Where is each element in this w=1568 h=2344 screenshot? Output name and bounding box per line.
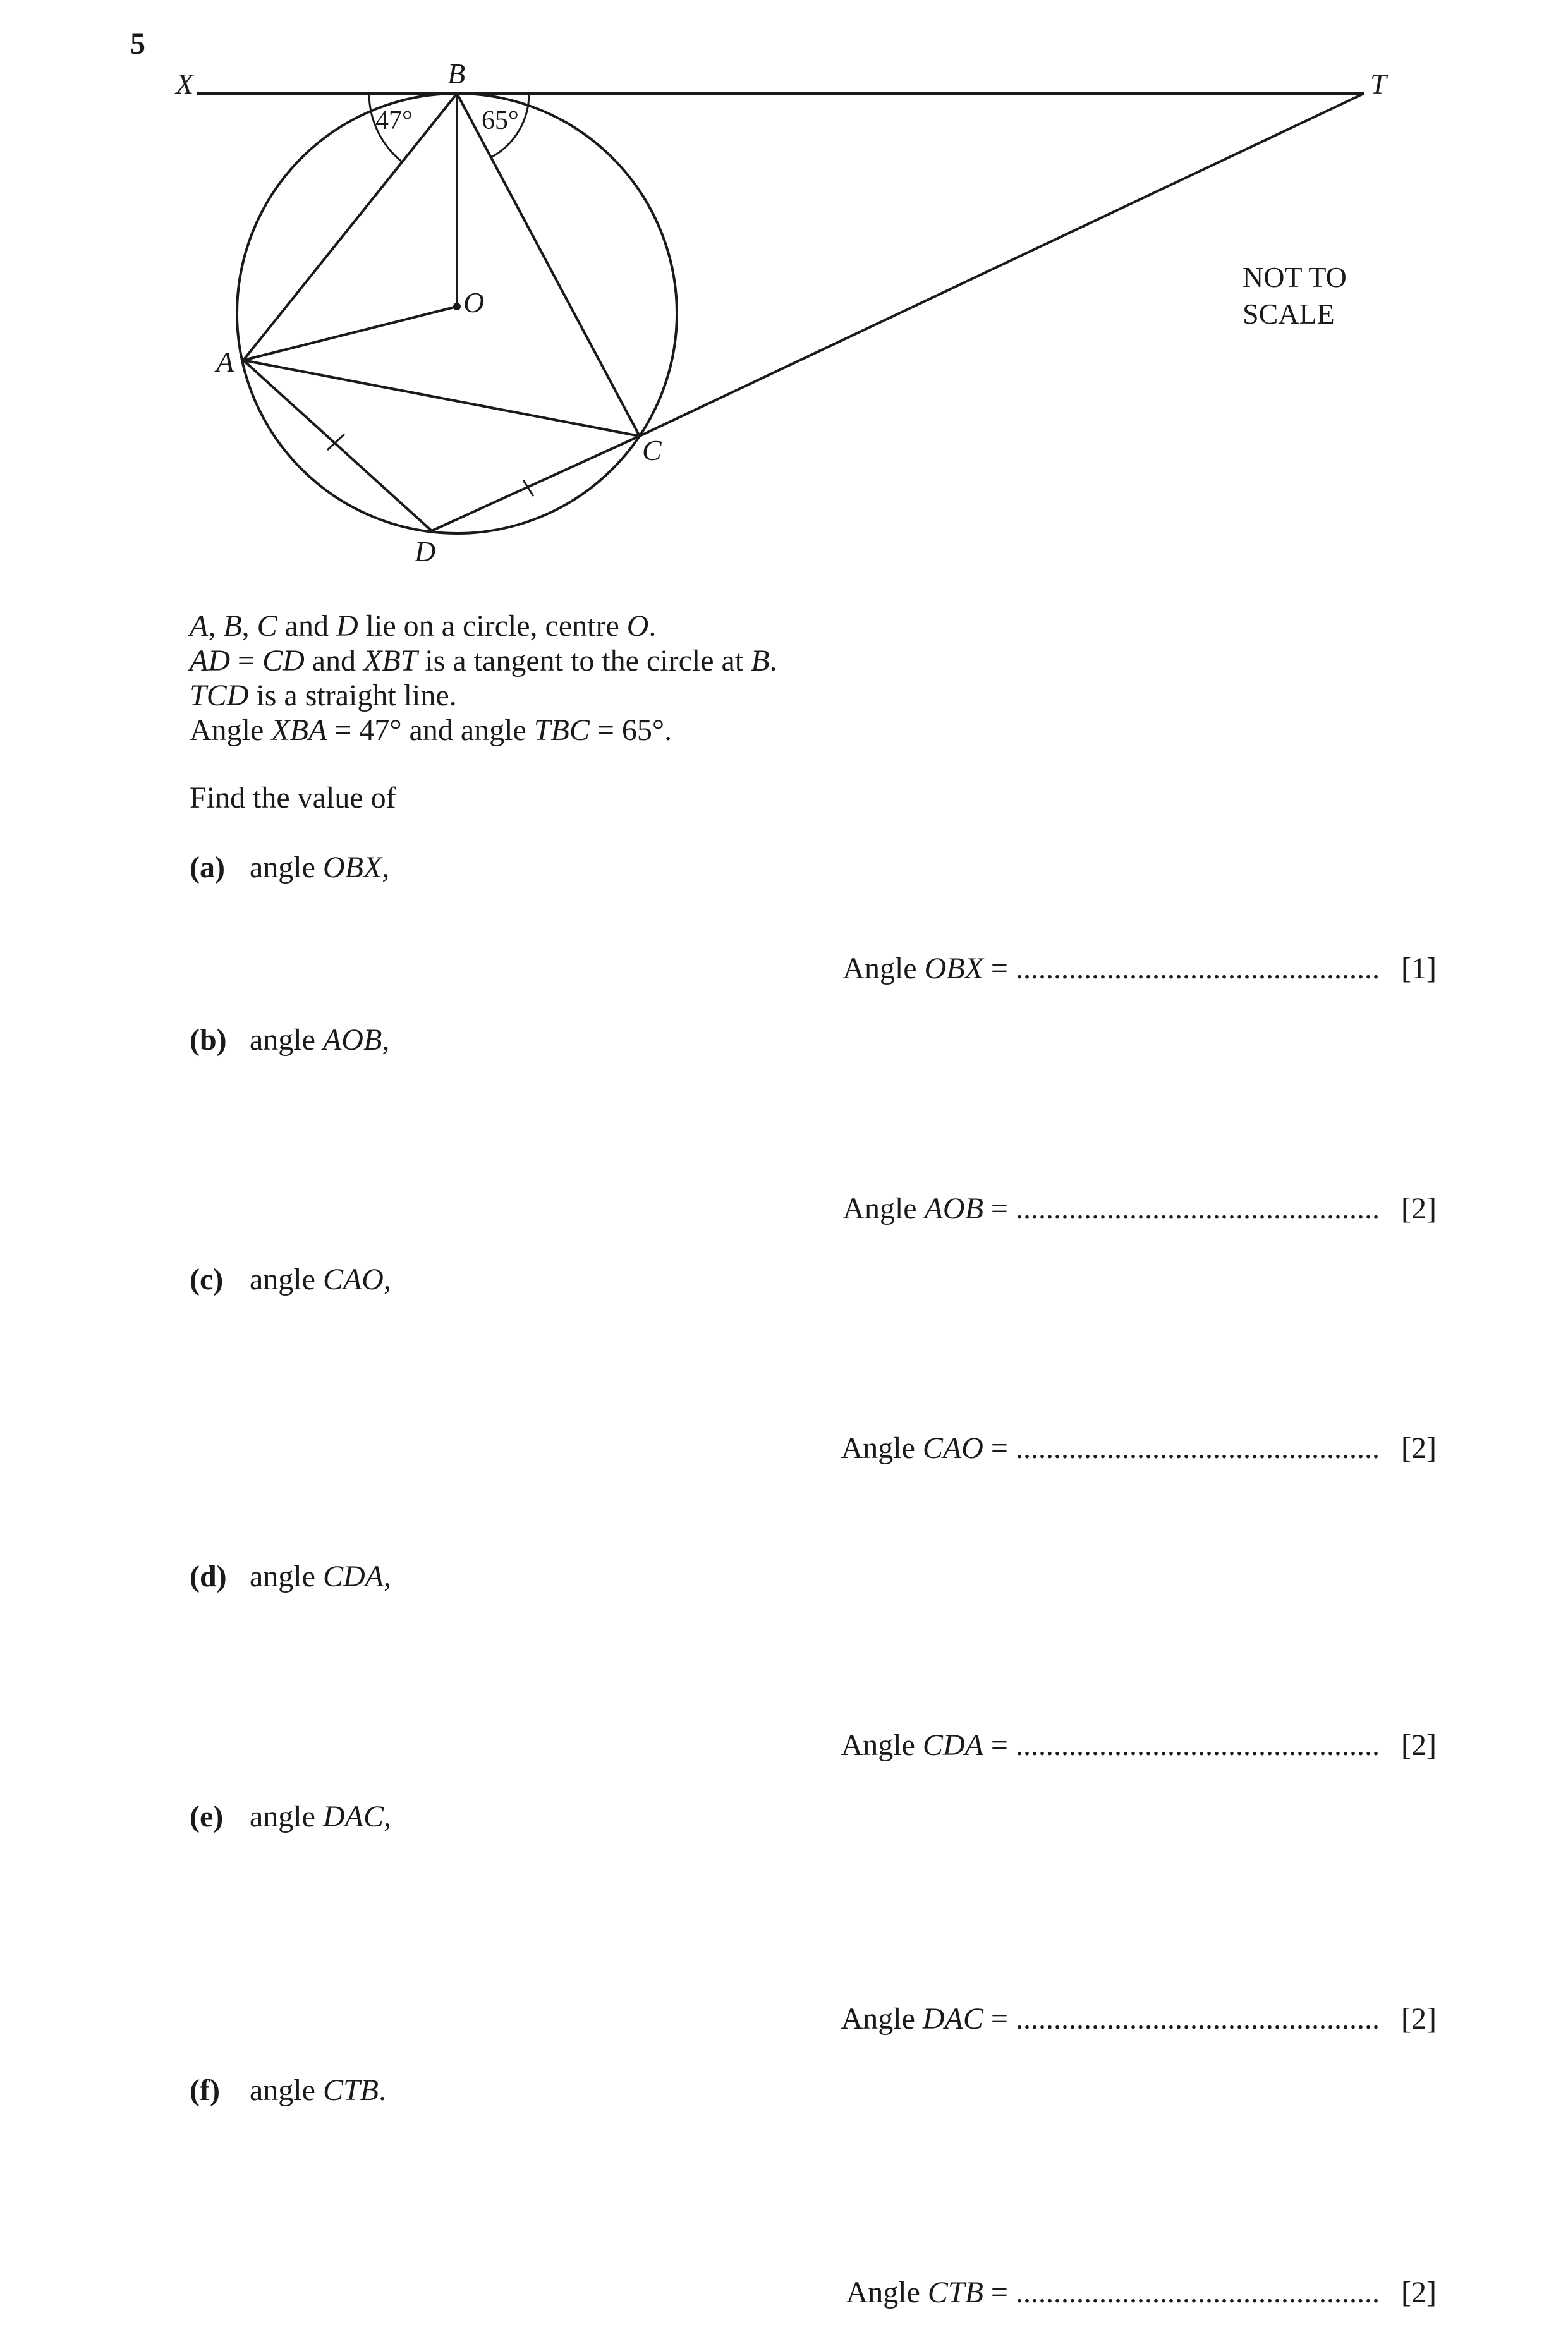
part-prompt (190, 1262, 391, 1297)
marks-indicator: [1] (1401, 952, 1437, 985)
marks-indicator: [2] (1401, 1728, 1437, 1762)
not-to-scale-line2: SCALE (1243, 298, 1335, 330)
answer-dots[interactable]: ................................................ (1008, 2002, 1380, 2036)
part-prompt-text: angle AOB, (250, 1023, 390, 1057)
part-prompt (190, 1023, 389, 1057)
chord-ad (243, 360, 432, 531)
part-prompt (190, 2073, 386, 2108)
answer-dots[interactable]: ................................................ (1008, 952, 1380, 985)
marks-indicator: [2] (1401, 2002, 1437, 2036)
answer-label: Angle CAO = (841, 1431, 1008, 1465)
label-d: D (415, 535, 436, 568)
angle-label-xba: 47° (375, 106, 413, 135)
answer-label: Angle CDA = (841, 1728, 1008, 1762)
answer-line[interactable] (841, 1431, 1380, 1466)
part-label: (d) (190, 1560, 227, 1593)
label-c: C (642, 434, 662, 466)
stem-line4: Angle XBA = 47° and angle TBC = 65°. (190, 714, 672, 747)
answer-line[interactable] (846, 2275, 1380, 2310)
part-prompt (190, 850, 389, 885)
answer-label: Angle OBX = (842, 952, 1008, 985)
centre-point-o (453, 303, 461, 310)
part-prompt-text: angle CTB. (250, 2074, 386, 2107)
marks-indicator: [2] (1401, 1431, 1437, 1465)
not-to-scale-note (1243, 259, 1347, 332)
chord-ac (243, 360, 640, 436)
marks-indicator: [2] (1401, 2276, 1437, 2309)
stem-line2: AD = CD and XBT is a tangent to the circle at B. (190, 644, 777, 677)
answer-line[interactable] (842, 951, 1380, 986)
chord-bc (457, 94, 640, 436)
answer-dots[interactable]: ................................................ (1008, 1192, 1380, 1225)
answer-line[interactable] (841, 2001, 1380, 2036)
stem-line1: A, B, C and D lie on a circle, centre O. (190, 609, 657, 643)
tick-mark-ad (327, 434, 344, 450)
part-prompt-text: angle OBX, (250, 851, 390, 884)
part-label: (c) (190, 1263, 224, 1296)
question-stem (190, 609, 777, 748)
marks-indicator: [2] (1401, 1192, 1437, 1225)
chord-ba (243, 94, 457, 360)
chord-dc (432, 436, 640, 531)
answer-dots[interactable]: ................................................ (1008, 2276, 1380, 2309)
part-label: (b) (190, 1023, 227, 1057)
answer-label: Angle DAC = (841, 2002, 1008, 2036)
answer-line[interactable] (841, 1728, 1380, 1763)
part-label: (a) (190, 851, 225, 884)
answer-line[interactable] (842, 1191, 1380, 1226)
angle-label-tbc: 65° (482, 106, 519, 135)
part-prompt-text: angle CDA, (250, 1560, 391, 1593)
label-t: T (1370, 68, 1387, 100)
part-prompt-text: angle CAO, (250, 1263, 391, 1296)
part-prompt-text: angle DAC, (250, 1800, 391, 1833)
not-to-scale-line1: NOT TO (1243, 261, 1347, 293)
instruction-text: Find the value of (190, 781, 396, 815)
part-label: (f) (190, 2074, 220, 2107)
stem-line3: TCD is a straight line. (190, 679, 457, 712)
question-number: 5 (130, 27, 145, 61)
radius-oa (243, 307, 457, 360)
label-b: B (447, 58, 466, 90)
answer-dots[interactable]: ................................................ (1008, 1728, 1380, 1762)
part-label: (e) (190, 1800, 224, 1833)
label-o: O (463, 286, 485, 319)
label-a: A (216, 346, 234, 378)
part-prompt (190, 1559, 391, 1594)
answer-dots[interactable]: ................................................ (1008, 1431, 1380, 1465)
part-prompt (190, 1799, 391, 1834)
answer-label: Angle AOB = (842, 1192, 1008, 1225)
label-x: X (176, 68, 194, 100)
answer-label: Angle CTB = (846, 2276, 1008, 2309)
